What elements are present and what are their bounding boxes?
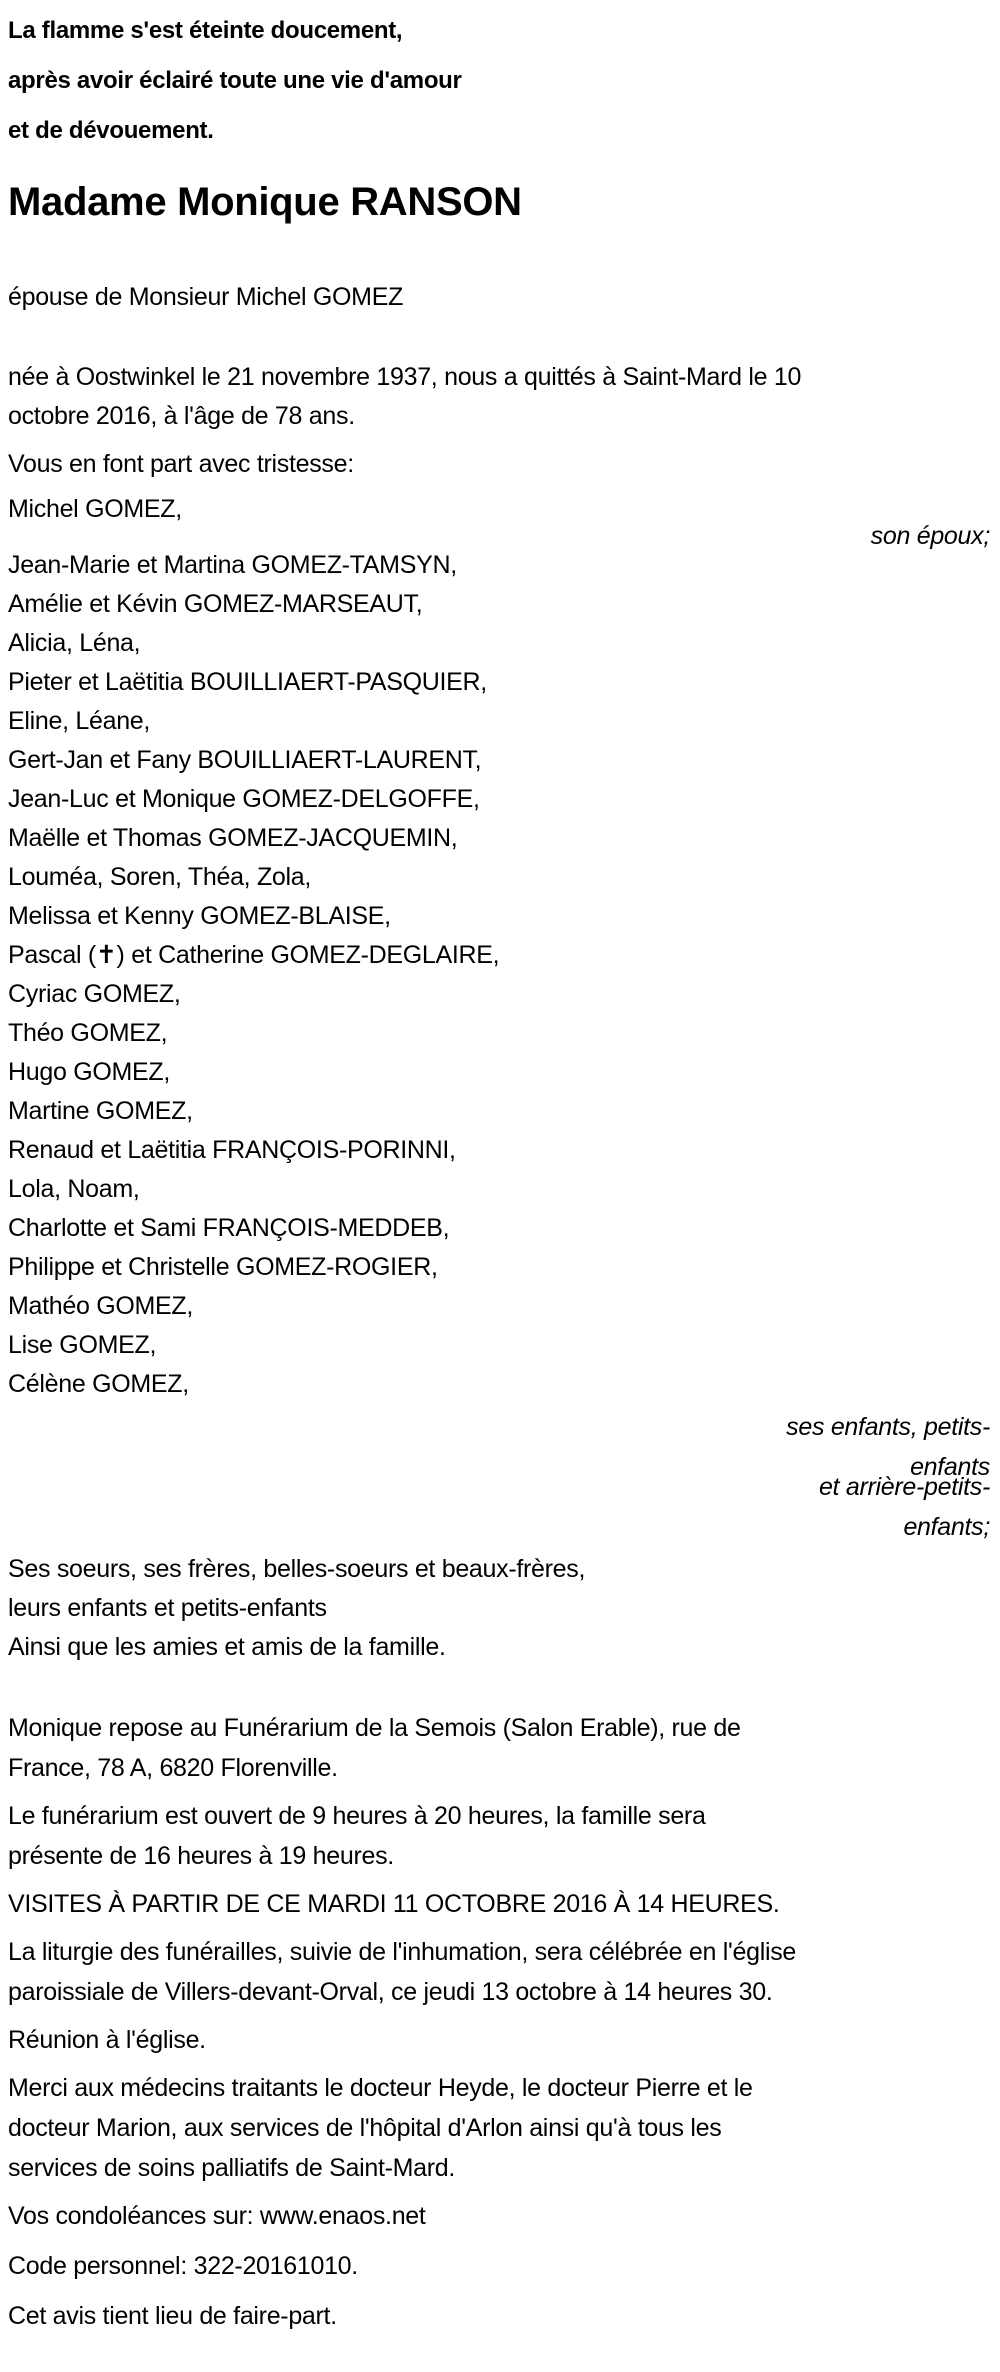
epitaph-line: La flamme s'est éteinte doucement,: [8, 17, 403, 44]
visits-notice: VISITES À PARTIR DE CE MARDI 11 OCTOBRE 2016 À 14 HEURES.: [8, 1890, 780, 1918]
family-name-line: Lola, Noam,: [8, 1175, 140, 1203]
liturgy-line: La liturgie des funérailles, suivie de l'inhumation, sera célébrée en l'église: [8, 1938, 797, 1966]
deceased-name: Madame Monique RANSON: [8, 180, 522, 224]
family-name-line: Hugo GOMEZ,: [8, 1058, 171, 1086]
siblings-line: leurs enfants et petits-enfants: [8, 1594, 327, 1622]
family-name-line: Théo GOMEZ,: [8, 1019, 168, 1047]
announcement-intro: Vous en font part avec tristesse:: [8, 450, 354, 478]
life-dates-line: octobre 2016, à l'âge de 78 ans.: [8, 402, 355, 430]
life-dates-line: née à Oostwinkel le 21 novembre 1937, nous a quittés à Saint-Mard le 10: [8, 363, 802, 391]
family-relation-line: enfants: [910, 1453, 990, 1481]
family-name-line: Maëlle et Thomas GOMEZ-JACQUEMIN,: [8, 824, 458, 852]
family-name-line: Mathéo GOMEZ,: [8, 1292, 194, 1320]
epitaph-line: et de dévouement.: [8, 117, 214, 144]
epitaph: [8, 6, 990, 156]
epitaph-line: après avoir éclairé toute une vie d'amour: [8, 67, 462, 94]
repose-line: France, 78 A, 6820 Florenville.: [8, 1754, 338, 1782]
family-name-line: Charlotte et Sami FRANÇOIS-MEDDEB,: [8, 1214, 450, 1242]
family-name-line: Jean-Marie et Martina GOMEZ-TAMSYN,: [8, 551, 457, 579]
family-name-line: Eline, Léane,: [8, 707, 151, 735]
family-relation-line: enfants;: [903, 1513, 990, 1541]
thanks-line: docteur Marion, aux services de l'hôpital d'Arlon ainsi qu'à tous les: [8, 2114, 722, 2142]
church-meeting: Réunion à l'église.: [8, 2026, 206, 2054]
family-name-line: Pascal (✝) et Catherine GOMEZ-DEGLAIRE,: [8, 941, 500, 969]
condolences-url-link[interactable]: www.enaos.net: [259, 2202, 426, 2230]
family-name-line: Alicia, Léna,: [8, 629, 141, 657]
husband-relation: son époux;: [870, 522, 990, 550]
family-relation: [8, 1407, 990, 1547]
family-name-line: Martine GOMEZ,: [8, 1097, 193, 1125]
family-name-line: Pieter et Laëtitia BOUILLIAERT-PASQUIER,: [8, 668, 487, 696]
family-name-line: Amélie et Kévin GOMEZ-MARSEAUT,: [8, 590, 423, 618]
siblings-paragraph: [8, 1550, 990, 1667]
spouse-line: épouse de Monsieur Michel GOMEZ: [8, 283, 404, 311]
family-relation-line: et arrière-petits-: [818, 1473, 990, 1501]
thanks-line: Merci aux médecins traitants le docteur Heyde, le docteur Pierre et le: [8, 2074, 753, 2102]
personal-code: Code personnel: 322-20161010.: [8, 2252, 358, 2280]
family-name-line: Lise GOMEZ,: [8, 1331, 157, 1359]
family-name-line: Jean-Luc et Monique GOMEZ-DELGOFFE,: [8, 785, 480, 813]
opening-hours-line: Le funérarium est ouvert de 9 heures à 20 heures, la famille sera: [8, 1802, 706, 1830]
family-name-line: Célène GOMEZ,: [8, 1370, 189, 1398]
family-name-line: Louméa, Soren, Théa, Zola,: [8, 863, 312, 891]
family-names-list: [8, 546, 990, 1404]
opening-hours-paragraph: [8, 1796, 990, 1876]
faire-part-notice: Cet avis tient lieu de faire-part.: [8, 2302, 337, 2330]
family-name-line: Gert-Jan et Fany BOUILLIAERT-LAURENT,: [8, 746, 482, 774]
condolences-label: Vos condoléances sur:: [8, 2202, 260, 2230]
husband-name: Michel GOMEZ,: [8, 495, 182, 523]
family-relation-line: ses enfants, petits-: [786, 1413, 990, 1441]
life-dates: [8, 358, 990, 436]
thanks-paragraph: [8, 2068, 990, 2188]
condolences-line: [8, 2196, 990, 2236]
repose-paragraph: [8, 1708, 990, 1788]
siblings-line: Ainsi que les amies et amis de la famille.: [8, 1633, 446, 1661]
family-name-line: Cyriac GOMEZ,: [8, 980, 181, 1008]
repose-line: Monique repose au Funérarium de la Semois (Salon Erable), rue de: [8, 1714, 741, 1742]
siblings-line: Ses soeurs, ses frères, belles-soeurs et beaux-frères,: [8, 1555, 586, 1583]
liturgy-paragraph: [8, 1932, 990, 2012]
family-name-line: Renaud et Laëtitia FRANÇOIS-PORINNI,: [8, 1136, 456, 1164]
practical-info: [8, 1708, 990, 2336]
family-name-line: Melissa et Kenny GOMEZ-BLAISE,: [8, 902, 391, 930]
opening-hours-line: présente de 16 heures à 19 heures.: [8, 1842, 394, 1870]
liturgy-line: paroissiale de Villers-devant-Orval, ce jeudi 13 octobre à 14 heures 30.: [8, 1978, 773, 2006]
thanks-line: services de soins palliatifs de Saint-Mard.: [8, 2154, 456, 2182]
family-name-line: Philippe et Christelle GOMEZ-ROGIER,: [8, 1253, 438, 1281]
